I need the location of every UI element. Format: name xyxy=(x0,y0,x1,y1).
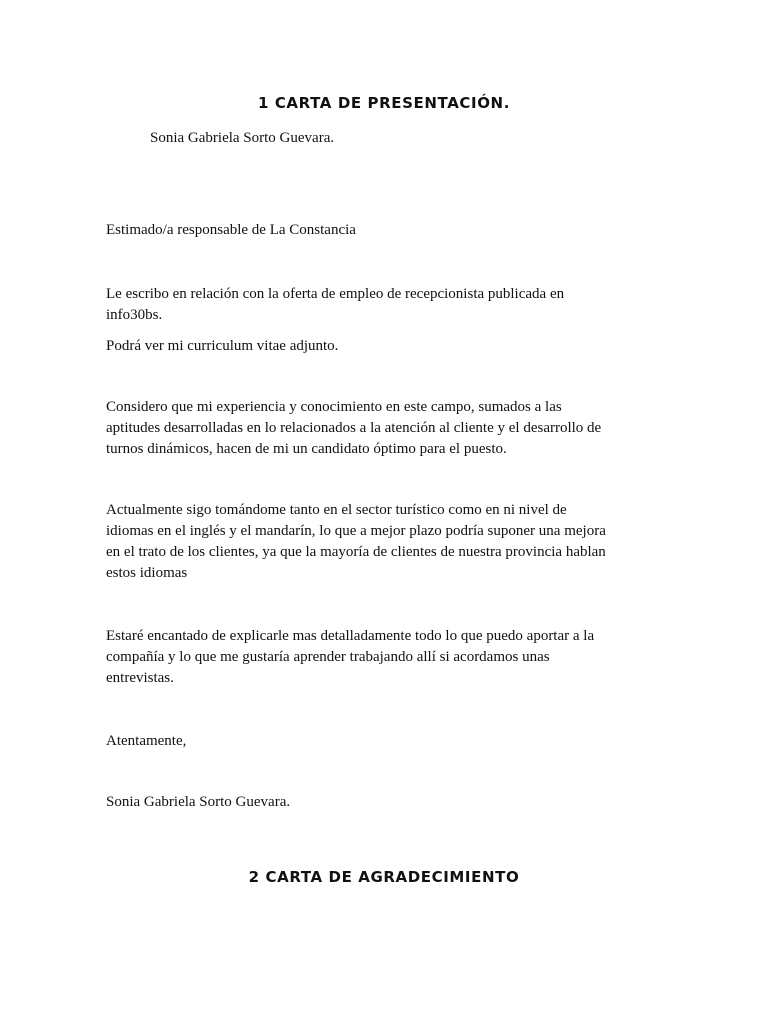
paragraph-line: estos idiomas xyxy=(106,565,188,581)
paragraph-line: Estaré encantado de explicarle mas detalladamente todo lo que puedo aportar a la xyxy=(106,628,595,644)
paragraph-line: entrevistas. xyxy=(106,670,174,686)
paragraph-experience xyxy=(106,397,601,460)
paragraph-line: en el trato de los clientes, ya que la mayoría de clientes de nuestra provincia hablan xyxy=(106,544,606,560)
paragraph-languages xyxy=(106,500,606,584)
paragraph-line: aptitudes desarrolladas en lo relacionados a la atención al cliente y el desarrollo de xyxy=(106,420,602,436)
signature: Sonia Gabriela Sorto Guevara. xyxy=(106,794,291,810)
paragraph-line: idiomas en el inglés y el mandarín, lo que a mejor plazo podría suponer una mejora xyxy=(106,523,606,539)
section2-title: 2 CARTA DE AGRADECIMIENTO xyxy=(248,868,520,886)
paragraph-line: Le escribo en relación con la oferta de empleo de recepcionista publicada en xyxy=(106,286,565,302)
paragraph-line: info30bs. xyxy=(106,307,163,323)
closing: Atentamente, xyxy=(106,733,187,749)
greeting: Estimado/a responsable de La Constancia xyxy=(106,222,356,238)
paragraph-cv: Podrá ver mi curriculum vitae adjunto. xyxy=(106,338,339,354)
paragraph-interview xyxy=(106,626,594,689)
paragraph-line: turnos dinámicos, hacen de mi un candidato óptimo para el puesto. xyxy=(106,441,507,457)
paragraph-line: Actualmente sigo tomándome tanto en el sector turístico como en ni nivel de xyxy=(106,502,567,518)
paragraph-line: Considero que mi experiencia y conocimiento en este campo, sumados a las xyxy=(106,399,562,415)
section1-title: 1 CARTA DE PRESENTACIÓN. xyxy=(257,94,511,112)
paragraph-line: compañía y lo que me gustaría aprender trabajando allí si acordamos unas xyxy=(106,649,550,665)
sender-name-top: Sonia Gabriela Sorto Guevara. xyxy=(150,130,335,146)
paragraph-offer xyxy=(106,284,564,326)
